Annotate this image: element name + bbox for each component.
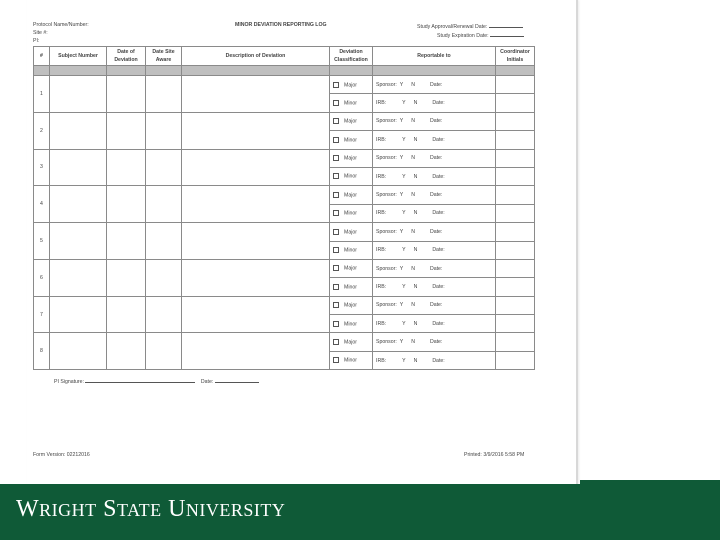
major-label: Major xyxy=(344,155,357,162)
signature-line xyxy=(54,377,259,385)
sponsor-label: Sponsor: xyxy=(376,118,397,125)
coordinator-initials-cell[interactable] xyxy=(496,278,535,296)
yes-option[interactable]: Y xyxy=(399,228,404,235)
major-label: Major xyxy=(344,118,357,125)
yes-option[interactable]: Y xyxy=(402,247,406,254)
table-row xyxy=(34,112,535,130)
col-subject-number: Subject Number xyxy=(50,47,107,66)
sponsor-label: Sponsor: xyxy=(376,192,397,199)
approval-date-field xyxy=(417,22,523,31)
description-cell[interactable] xyxy=(182,259,330,296)
date-label: Date: xyxy=(432,136,445,143)
reportable-sponsor xyxy=(373,149,496,167)
classification-minor xyxy=(330,241,373,259)
row-number: 4 xyxy=(34,186,50,223)
date-label: Date: xyxy=(432,283,445,290)
row-number: 5 xyxy=(34,223,50,260)
yes-option[interactable]: Y xyxy=(402,357,406,364)
date-label: Date: xyxy=(429,339,443,346)
coordinator-initials-cell[interactable] xyxy=(496,296,535,314)
reportable-irb xyxy=(373,278,496,296)
date-of-deviation-cell[interactable] xyxy=(107,296,146,333)
yes-option[interactable]: Y xyxy=(402,173,406,180)
classification-minor xyxy=(330,131,373,149)
classification-minor xyxy=(330,94,373,112)
pi-signature-field[interactable] xyxy=(85,377,195,383)
page-title: MINOR DEVIATION REPORTING LOG xyxy=(235,22,327,28)
major-checkbox[interactable] xyxy=(333,192,339,198)
coordinator-initials-cell[interactable] xyxy=(496,149,535,167)
shaded-row xyxy=(34,66,535,76)
no-option[interactable]: N xyxy=(411,302,415,309)
no-option[interactable]: N xyxy=(411,155,415,162)
yes-option[interactable]: Y xyxy=(402,283,406,290)
wordmark-initial-w: W xyxy=(16,496,40,522)
row-number: 3 xyxy=(34,149,50,186)
reportable-irb xyxy=(373,351,496,369)
coordinator-initials-cell[interactable] xyxy=(496,223,535,241)
major-checkbox[interactable] xyxy=(333,82,339,88)
pi-signature-label: PI Signature: xyxy=(54,379,84,385)
irb-label: IRB: xyxy=(376,173,387,180)
reportable-sponsor xyxy=(373,76,496,94)
minor-label: Minor xyxy=(344,284,357,291)
printed-timestamp: Printed: 3/9/2016 5:58 PM xyxy=(464,452,525,458)
classification-minor xyxy=(330,167,373,185)
date-label: Date: xyxy=(429,192,443,199)
description-cell[interactable] xyxy=(182,333,330,370)
date-site-aware-cell[interactable] xyxy=(146,112,182,149)
classification-minor xyxy=(330,278,373,296)
minor-checkbox[interactable] xyxy=(333,173,339,179)
minor-label: Minor xyxy=(344,247,357,254)
major-checkbox[interactable] xyxy=(333,265,339,271)
wordmark-niversity: NIVERSITY xyxy=(185,500,286,520)
reportable-sponsor xyxy=(373,223,496,241)
classification-major xyxy=(330,112,373,130)
classification-major xyxy=(330,296,373,314)
reportable-sponsor xyxy=(373,186,496,204)
minor-checkbox[interactable] xyxy=(333,137,339,143)
minor-label: Minor xyxy=(344,357,357,364)
date-label: Date: xyxy=(429,302,443,309)
date-label: Date: xyxy=(429,81,443,88)
minor-label: Minor xyxy=(344,173,357,180)
date-site-aware-cell[interactable] xyxy=(146,186,182,223)
protocol-field xyxy=(33,22,89,29)
no-option[interactable]: N xyxy=(413,173,418,180)
date-of-deviation-cell[interactable] xyxy=(107,333,146,370)
date-label: Date: xyxy=(429,118,443,125)
coordinator-initials-cell[interactable] xyxy=(496,131,535,149)
coordinator-initials-cell[interactable] xyxy=(496,333,535,351)
no-option[interactable]: N xyxy=(411,81,415,88)
wordmark-tate: TATE xyxy=(117,500,162,520)
classification-major xyxy=(330,149,373,167)
yes-option[interactable]: Y xyxy=(402,320,406,327)
subject-number-cell[interactable] xyxy=(50,149,107,186)
reportable-irb xyxy=(373,167,496,185)
row-number: 1 xyxy=(34,76,50,113)
signature-date-label: Date: xyxy=(200,379,214,385)
site-field xyxy=(33,30,48,37)
no-option[interactable]: N xyxy=(411,228,415,235)
sponsor-label: Sponsor: xyxy=(376,339,397,346)
major-checkbox[interactable] xyxy=(333,302,339,308)
minor-label: Minor xyxy=(344,320,357,327)
date-label: Date: xyxy=(432,247,445,254)
col-date-of-deviation: Date of Deviation xyxy=(107,47,146,66)
description-cell[interactable] xyxy=(182,296,330,333)
table-header-row xyxy=(34,47,535,66)
classification-minor xyxy=(330,351,373,369)
minor-label: Minor xyxy=(344,100,357,107)
protocol-label: Protocol Name/Number: xyxy=(33,22,89,28)
major-checkbox[interactable] xyxy=(333,155,339,161)
expiration-date-field xyxy=(437,31,524,40)
reportable-sponsor xyxy=(373,112,496,130)
minor-checkbox[interactable] xyxy=(333,210,339,216)
no-option[interactable]: N xyxy=(411,192,415,199)
signature-date-field[interactable] xyxy=(215,377,259,383)
yes-option[interactable]: Y xyxy=(399,81,404,88)
wordmark-initial-s: S xyxy=(103,496,118,522)
no-option[interactable]: N xyxy=(413,247,418,254)
classification-minor xyxy=(330,315,373,333)
coordinator-initials-cell[interactable] xyxy=(496,241,535,259)
subject-number-cell[interactable] xyxy=(50,296,107,333)
no-option[interactable]: N xyxy=(413,357,418,364)
coordinator-initials-cell[interactable] xyxy=(496,315,535,333)
description-cell[interactable] xyxy=(182,76,330,113)
subject-number-cell[interactable] xyxy=(50,259,107,296)
irb-label: IRB: xyxy=(376,210,387,217)
reportable-irb xyxy=(373,131,496,149)
wordmark-initial-u: U xyxy=(168,496,186,522)
no-option[interactable]: N xyxy=(413,210,418,217)
classification-minor xyxy=(330,204,373,222)
date-site-aware-cell[interactable] xyxy=(146,259,182,296)
coordinator-initials-cell[interactable] xyxy=(496,259,535,277)
expiration-line xyxy=(490,31,524,37)
major-checkbox[interactable] xyxy=(333,118,339,124)
major-label: Major xyxy=(344,81,357,88)
table-row xyxy=(34,333,535,351)
major-label: Major xyxy=(344,265,357,272)
pi-field xyxy=(33,38,39,45)
yes-option[interactable]: Y xyxy=(399,302,404,309)
major-checkbox[interactable] xyxy=(333,229,339,235)
date-label: Date: xyxy=(432,173,445,180)
major-label: Major xyxy=(344,192,357,199)
reportable-sponsor xyxy=(373,296,496,314)
date-label: Date: xyxy=(429,155,443,162)
description-cell[interactable] xyxy=(182,186,330,223)
reportable-sponsor xyxy=(373,259,496,277)
no-option[interactable]: N xyxy=(413,283,418,290)
minor-checkbox[interactable] xyxy=(333,247,339,253)
minor-checkbox[interactable] xyxy=(333,100,339,106)
no-option[interactable]: N xyxy=(413,320,418,327)
col-date-site-aware: Date Site Aware xyxy=(146,47,182,66)
reportable-irb xyxy=(373,241,496,259)
subject-number-cell[interactable] xyxy=(50,76,107,113)
subject-number-cell[interactable] xyxy=(50,223,107,260)
date-site-aware-cell[interactable] xyxy=(146,296,182,333)
row-number: 8 xyxy=(34,333,50,370)
yes-option[interactable]: Y xyxy=(402,136,406,143)
date-label: Date: xyxy=(429,228,443,235)
university-wordmark xyxy=(16,496,285,523)
minor-checkbox[interactable] xyxy=(333,357,339,363)
table-row xyxy=(34,223,535,241)
table-row xyxy=(34,296,535,314)
sponsor-label: Sponsor: xyxy=(376,155,397,162)
date-of-deviation-cell[interactable] xyxy=(107,223,146,260)
yes-option[interactable]: Y xyxy=(402,100,406,107)
date-label: Date: xyxy=(432,100,445,107)
date-label: Date: xyxy=(432,210,445,217)
date-of-deviation-cell[interactable] xyxy=(107,112,146,149)
no-option[interactable]: N xyxy=(413,100,418,107)
date-site-aware-cell[interactable] xyxy=(146,149,182,186)
coordinator-initials-cell[interactable] xyxy=(496,112,535,130)
irb-label: IRB: xyxy=(376,247,387,254)
classification-major xyxy=(330,333,373,351)
reportable-sponsor xyxy=(373,333,496,351)
pi-label: PI: xyxy=(33,38,40,44)
table-row xyxy=(34,76,535,94)
table-row xyxy=(34,259,535,277)
coordinator-initials-cell[interactable] xyxy=(496,76,535,94)
form-version: Form Version: 02212016 xyxy=(33,452,90,458)
subject-number-cell[interactable] xyxy=(50,186,107,223)
irb-label: IRB: xyxy=(376,136,387,143)
date-of-deviation-cell[interactable] xyxy=(107,149,146,186)
coordinator-initials-cell[interactable] xyxy=(496,351,535,369)
col-coordinator-initials: Coordinator Initials xyxy=(496,47,535,66)
reportable-irb xyxy=(373,204,496,222)
minor-label: Minor xyxy=(344,137,357,144)
classification-major xyxy=(330,76,373,94)
date-label: Date: xyxy=(432,357,445,364)
date-label: Date: xyxy=(432,320,445,327)
col-reportable-to: Reportable to xyxy=(373,47,496,66)
sponsor-label: Sponsor: xyxy=(376,228,397,235)
date-of-deviation-cell[interactable] xyxy=(107,76,146,113)
major-label: Major xyxy=(344,302,357,309)
sponsor-label: Sponsor: xyxy=(376,81,397,88)
expiration-label: Study Expiration Date: xyxy=(437,33,489,39)
col-description: Description of Deviation xyxy=(182,47,330,66)
approval-line xyxy=(489,22,523,28)
no-option[interactable]: N xyxy=(411,339,415,346)
minor-checkbox[interactable] xyxy=(333,284,339,290)
irb-label: IRB: xyxy=(376,320,387,327)
yes-option[interactable]: Y xyxy=(399,265,404,272)
yes-option[interactable]: Y xyxy=(399,339,404,346)
description-cell[interactable] xyxy=(182,149,330,186)
no-option[interactable]: N xyxy=(411,118,415,125)
deviation-log-table xyxy=(33,46,535,370)
date-label: Date: xyxy=(429,265,443,272)
major-label: Major xyxy=(344,339,357,346)
irb-label: IRB: xyxy=(376,357,387,364)
yes-option[interactable]: Y xyxy=(399,118,404,125)
wordmark-right: RIGHT xyxy=(39,500,97,520)
date-of-deviation-cell[interactable] xyxy=(107,259,146,296)
sponsor-label: Sponsor: xyxy=(376,265,397,272)
coordinator-initials-cell[interactable] xyxy=(496,204,535,222)
date-site-aware-cell[interactable] xyxy=(146,223,182,260)
classification-major xyxy=(330,223,373,241)
site-label: Site #: xyxy=(33,30,48,36)
classification-major xyxy=(330,186,373,204)
minor-checkbox[interactable] xyxy=(333,321,339,327)
coordinator-initials-cell[interactable] xyxy=(496,94,535,112)
sponsor-label: Sponsor: xyxy=(376,302,397,309)
document-page xyxy=(27,0,578,484)
coordinator-initials-cell[interactable] xyxy=(496,186,535,204)
col-number: # xyxy=(34,47,50,66)
yes-option[interactable]: Y xyxy=(399,192,404,199)
reportable-irb xyxy=(373,315,496,333)
yes-option[interactable]: Y xyxy=(399,155,404,162)
description-cell[interactable] xyxy=(182,112,330,149)
description-cell[interactable] xyxy=(182,223,330,260)
table-row xyxy=(34,149,535,167)
date-of-deviation-cell[interactable] xyxy=(107,186,146,223)
subject-number-cell[interactable] xyxy=(50,333,107,370)
major-label: Major xyxy=(344,229,357,235)
reportable-irb xyxy=(373,94,496,112)
no-option[interactable]: N xyxy=(411,265,415,272)
table-row xyxy=(34,186,535,204)
coordinator-initials-cell[interactable] xyxy=(496,167,535,185)
row-number: 2 xyxy=(34,112,50,149)
date-site-aware-cell[interactable] xyxy=(146,333,182,370)
subject-number-cell[interactable] xyxy=(50,112,107,149)
row-number: 7 xyxy=(34,296,50,333)
irb-label: IRB: xyxy=(376,100,387,107)
minor-label: Minor xyxy=(344,210,357,217)
date-site-aware-cell[interactable] xyxy=(146,76,182,113)
col-classification: Deviation Classification xyxy=(330,47,373,66)
row-number: 6 xyxy=(34,259,50,296)
major-checkbox[interactable] xyxy=(333,339,339,345)
classification-major xyxy=(330,259,373,277)
no-option[interactable]: N xyxy=(413,136,418,143)
yes-option[interactable]: Y xyxy=(402,210,406,217)
approval-label: Study Approval/Renewal Date: xyxy=(417,24,488,30)
irb-label: IRB: xyxy=(376,283,387,290)
